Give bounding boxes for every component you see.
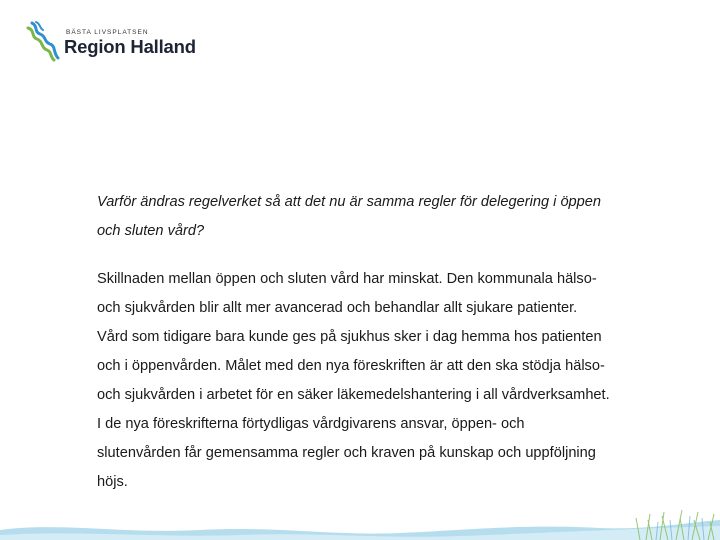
answer-line: och i öppenvården. Målet med den nya föreskriften är att den ska stödja hälso- (97, 358, 605, 374)
answer-line: och sjukvården blir allt mer avancerad och behandlar allt sjukare patienter. (97, 300, 578, 316)
answer-text (97, 265, 677, 497)
region-halland-logo (26, 20, 196, 64)
question-text (97, 188, 677, 246)
answer-line: I de nya föreskrifterna förtydligas vårdgivarens ansvar, öppen- och (97, 416, 525, 432)
region-halland-map-icon (26, 20, 62, 62)
logo-tagline: BÄSTA LIVSPLATSEN (66, 29, 149, 36)
answer-line: och sjukvården i arbetet för en säker läkemedelshantering i all vårdverksamhet. (97, 387, 610, 403)
answer-line: höjs. (97, 474, 128, 490)
question-line: och sluten vård? (97, 223, 205, 239)
grass-wave-decoration (0, 500, 720, 540)
answer-line: Skillnaden mellan öppen och sluten vård har minskat. Den kommunala hälso- (97, 271, 597, 287)
slide-body (97, 188, 677, 497)
answer-line: Vård som tidigare bara kunde ges på sjukhus sker i dag hemma hos patienten (97, 329, 602, 345)
answer-line: slutenvården får gemensamma regler och kraven på kunskap och uppföljning (97, 445, 596, 461)
question-line: Varför ändras regelverket så att det nu är samma regler för delegering i öppen (97, 194, 602, 210)
logo-name: Region Halland (64, 36, 196, 57)
